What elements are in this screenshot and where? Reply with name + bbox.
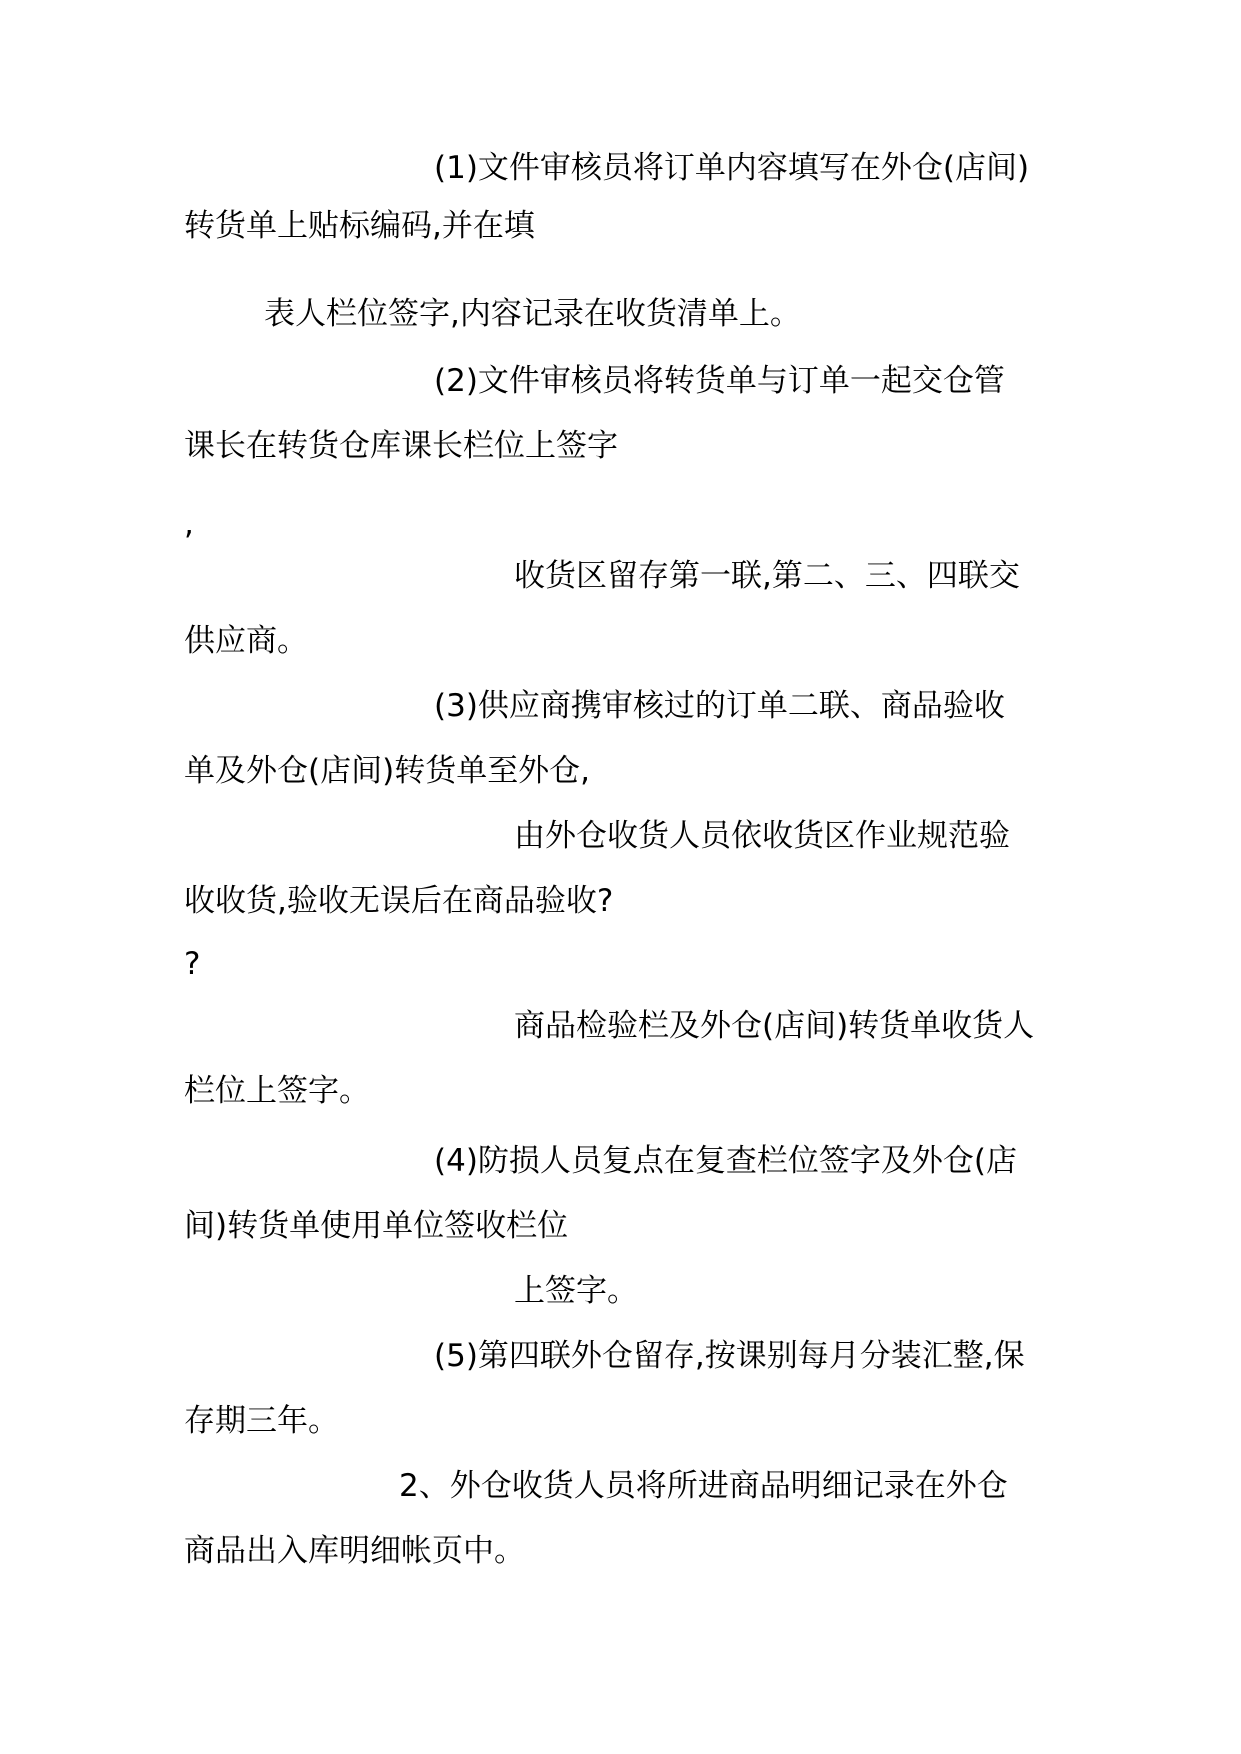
text-line: 收货区留存第一联,第二、三、四联交 (514, 558, 1020, 594)
text-line: 由外仓收货人员依收货区作业规范验 (514, 818, 1010, 854)
text-line: 表人栏位签字,内容记录在收货清单上。 (264, 296, 801, 332)
text-line: 供应商。 (184, 623, 308, 659)
text-line: (2)文件审核员将转货单与订单一起交仓管 (434, 363, 1005, 399)
text-line: , (184, 506, 194, 542)
text-line: 课长在转货仓库课长栏位上签字 (184, 428, 618, 464)
text-line: 2、外仓收货人员将所进商品明细记录在外仓 (399, 1468, 1008, 1504)
text-line: 存期三年。 (184, 1403, 339, 1439)
text-line: (4)防损人员复点在复查栏位签字及外仓(店 (434, 1143, 1018, 1179)
text-line: 上签字。 (514, 1273, 638, 1309)
text-line: 间)转货单使用单位签收栏位 (184, 1208, 569, 1244)
text-line: 栏位上签字。 (184, 1073, 370, 1109)
text-line: 单及外仓(店间)转货单至外仓, (184, 753, 591, 789)
text-line: 收收货,验收无误后在商品验收? (184, 883, 614, 919)
text-line: (3)供应商携审核过的订单二联、商品验收 (434, 688, 1005, 724)
text-line: ? (184, 946, 201, 982)
text-line: 商品检验栏及外仓(店间)转货单收货人 (514, 1008, 1035, 1044)
text-line: 转货单上贴标编码,并在填 (184, 208, 535, 244)
text-line: 商品出入库明细帐页中。 (184, 1533, 525, 1569)
text-line: (5)第四联外仓留存,按课别每月分装汇整,保 (434, 1338, 1025, 1374)
text-line: (1)文件审核员将订单内容填写在外仓(店间) (434, 150, 1030, 186)
